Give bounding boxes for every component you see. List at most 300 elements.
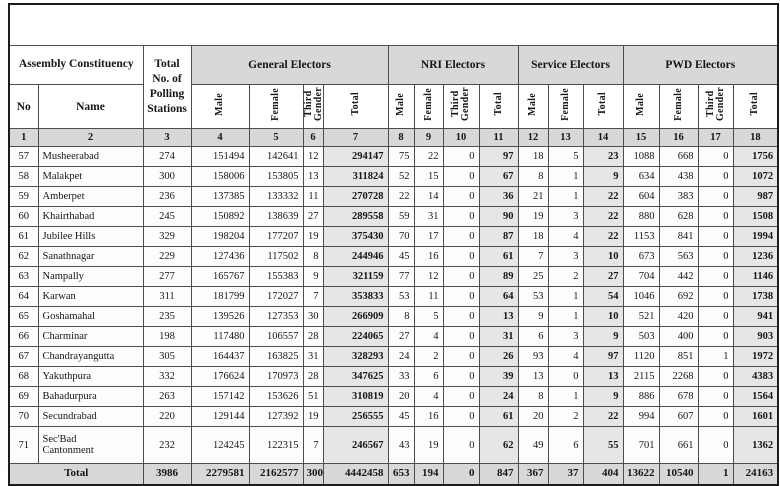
cell-pwd-third-gender: 0 [698, 247, 733, 267]
cell-nri-female: 4 [414, 327, 443, 347]
cell-nri-male: 8 [388, 307, 414, 327]
cell-nri-male: 33 [388, 367, 414, 387]
cell-nri-male: 22 [388, 187, 414, 207]
total-cell-pwd-third-gender: 1 [698, 464, 733, 486]
cell-pwd-female: 851 [659, 347, 698, 367]
total-cell-general-third-gender: 300 [303, 464, 323, 486]
total-cell-pwd-male: 13622 [623, 464, 659, 486]
cell-stations: 229 [143, 247, 191, 267]
cell-nri-total: 26 [479, 347, 518, 367]
cell-pwd-third-gender: 0 [698, 427, 733, 464]
general-electors-header: General Electors [191, 46, 388, 85]
cell-no: 71 [9, 427, 38, 464]
cell-pwd-female: 841 [659, 227, 698, 247]
cell-name: Sec'Bad Cantonment [38, 427, 143, 464]
cell-no: 61 [9, 227, 38, 247]
cell-nri-third-gender: 0 [443, 287, 479, 307]
cell-stations: 220 [143, 407, 191, 427]
general-male-header: Male [191, 85, 249, 129]
cell-nri-male: 53 [388, 287, 414, 307]
cell-pwd-third-gender: 0 [698, 147, 733, 167]
cell-no: 67 [9, 347, 38, 367]
nri-female-header: Female [414, 85, 443, 129]
total-cell-nri-total: 847 [479, 464, 518, 486]
cell-nri-male: 43 [388, 427, 414, 464]
table-row [9, 147, 778, 167]
cell-service-female: 4 [548, 227, 583, 247]
table-row [9, 347, 778, 367]
cell-name: Sanathnagar [38, 247, 143, 267]
cell-general-third-gender: 30 [303, 307, 323, 327]
cell-no: 57 [9, 147, 38, 167]
cell-general-male: 139526 [191, 307, 249, 327]
cell-service-female: 1 [548, 287, 583, 307]
table-row [9, 207, 778, 227]
cell-general-female: 163825 [249, 347, 303, 367]
total-cell-general-total: 4442458 [323, 464, 388, 486]
cell-nri-total: 24 [479, 387, 518, 407]
column-number-row [9, 129, 778, 147]
cell-nri-total: 39 [479, 367, 518, 387]
cell-pwd-total: 1756 [733, 147, 778, 167]
cell-general-third-gender: 27 [303, 207, 323, 227]
cell-general-total: 311824 [323, 167, 388, 187]
col-number: 17 [698, 129, 733, 147]
cell-service-male: 8 [518, 387, 548, 407]
cell-pwd-male: 673 [623, 247, 659, 267]
cell-pwd-total: 1564 [733, 387, 778, 407]
cell-pwd-total: 1236 [733, 247, 778, 267]
cell-pwd-male: 1046 [623, 287, 659, 307]
cell-pwd-total: 941 [733, 307, 778, 327]
cell-no: 64 [9, 287, 38, 307]
cell-name: Charminar [38, 327, 143, 347]
cell-general-total: 375430 [323, 227, 388, 247]
cell-stations: 311 [143, 287, 191, 307]
cell-pwd-male: 604 [623, 187, 659, 207]
cell-service-female: 1 [548, 307, 583, 327]
cell-general-total: 224065 [323, 327, 388, 347]
cell-name: Goshamahal [38, 307, 143, 327]
cell-nri-third-gender: 0 [443, 367, 479, 387]
cell-name: Khairthabad [38, 207, 143, 227]
cell-nri-male: 70 [388, 227, 414, 247]
col-number: 16 [659, 129, 698, 147]
table-row [9, 167, 778, 187]
cell-general-male: 129144 [191, 407, 249, 427]
cell-nri-total: 67 [479, 167, 518, 187]
cell-pwd-male: 880 [623, 207, 659, 227]
col-number: 7 [323, 129, 388, 147]
cell-general-female: 155383 [249, 267, 303, 287]
col-number: 10 [443, 129, 479, 147]
cell-nri-male: 45 [388, 247, 414, 267]
cell-pwd-female: 563 [659, 247, 698, 267]
total-cell-service-male: 367 [518, 464, 548, 486]
cell-pwd-total: 1508 [733, 207, 778, 227]
cell-general-total: 353833 [323, 287, 388, 307]
table-row [9, 287, 778, 307]
service-total-header: Total [583, 85, 623, 129]
cell-pwd-male: 1153 [623, 227, 659, 247]
cell-no: 62 [9, 247, 38, 267]
cell-pwd-female: 678 [659, 387, 698, 407]
cell-general-total: 328293 [323, 347, 388, 367]
cell-general-third-gender: 31 [303, 347, 323, 367]
cell-nri-total: 31 [479, 327, 518, 347]
cell-nri-third-gender: 0 [443, 427, 479, 464]
col-number: 9 [414, 129, 443, 147]
cell-service-male: 93 [518, 347, 548, 367]
cell-pwd-total: 1072 [733, 167, 778, 187]
cell-service-total: 10 [583, 247, 623, 267]
col-number: 18 [733, 129, 778, 147]
cell-service-total: 55 [583, 427, 623, 464]
cell-general-total: 246567 [323, 427, 388, 464]
cell-nri-female: 14 [414, 187, 443, 207]
cell-service-male: 18 [518, 227, 548, 247]
service-female-header: Female [548, 85, 583, 129]
cell-service-female: 5 [548, 147, 583, 167]
pwd-female-header: Female [659, 85, 698, 129]
cell-nri-male: 59 [388, 207, 414, 227]
cell-pwd-third-gender: 0 [698, 407, 733, 427]
cell-pwd-female: 442 [659, 267, 698, 287]
nri-total-header: Total [479, 85, 518, 129]
col-number: 5 [249, 129, 303, 147]
cell-nri-female: 6 [414, 367, 443, 387]
cell-nri-female: 4 [414, 387, 443, 407]
cell-pwd-third-gender: 0 [698, 327, 733, 347]
cell-general-third-gender: 19 [303, 407, 323, 427]
cell-service-total: 10 [583, 307, 623, 327]
cell-general-female: 106557 [249, 327, 303, 347]
cell-stations: 329 [143, 227, 191, 247]
cell-general-male: 157142 [191, 387, 249, 407]
cell-nri-third-gender: 0 [443, 167, 479, 187]
total-label: Total [9, 464, 143, 486]
cell-service-total: 22 [583, 207, 623, 227]
cell-stations: 232 [143, 427, 191, 464]
col-number: 11 [479, 129, 518, 147]
cell-general-male: 117480 [191, 327, 249, 347]
nri-third-gender-header: Third Gender [443, 85, 479, 129]
total-cell-pwd-total: 24163 [733, 464, 778, 486]
cell-service-total: 23 [583, 147, 623, 167]
cell-no: 60 [9, 207, 38, 227]
cell-general-female: 127353 [249, 307, 303, 327]
cell-stations: 198 [143, 327, 191, 347]
cell-nri-third-gender: 0 [443, 147, 479, 167]
cell-general-third-gender: 7 [303, 287, 323, 307]
cell-service-female: 6 [548, 427, 583, 464]
cell-nri-male: 24 [388, 347, 414, 367]
cell-general-female: 172027 [249, 287, 303, 307]
cell-general-third-gender: 13 [303, 167, 323, 187]
cell-pwd-total: 4383 [733, 367, 778, 387]
cell-nri-female: 22 [414, 147, 443, 167]
cell-pwd-total: 1972 [733, 347, 778, 367]
cell-pwd-female: 668 [659, 147, 698, 167]
general-third-gender-header: Third Gender [303, 85, 323, 129]
cell-nri-third-gender: 0 [443, 247, 479, 267]
cell-service-male: 7 [518, 247, 548, 267]
cell-name: Nampally [38, 267, 143, 287]
col-number: 12 [518, 129, 548, 147]
col-number: 3 [143, 129, 191, 147]
cell-nri-third-gender: 0 [443, 407, 479, 427]
cell-service-total: 22 [583, 187, 623, 207]
cell-service-female: 1 [548, 187, 583, 207]
cell-name: Amberpet [38, 187, 143, 207]
cell-general-female: 153805 [249, 167, 303, 187]
cell-pwd-male: 994 [623, 407, 659, 427]
cell-pwd-third-gender: 0 [698, 307, 733, 327]
nri-electors-header: NRI Electors [388, 46, 518, 85]
cell-service-female: 2 [548, 407, 583, 427]
cell-service-total: 22 [583, 407, 623, 427]
cell-service-female: 3 [548, 207, 583, 227]
cell-pwd-third-gender: 0 [698, 387, 733, 407]
cell-service-total: 9 [583, 387, 623, 407]
cell-general-third-gender: 7 [303, 427, 323, 464]
cell-nri-male: 45 [388, 407, 414, 427]
cell-nri-third-gender: 0 [443, 267, 479, 287]
cell-nri-female: 15 [414, 167, 443, 187]
cell-name: Malakpet [38, 167, 143, 187]
cell-general-total: 289558 [323, 207, 388, 227]
cell-pwd-male: 1088 [623, 147, 659, 167]
cell-service-male: 6 [518, 327, 548, 347]
cell-pwd-female: 400 [659, 327, 698, 347]
cell-nri-female: 19 [414, 427, 443, 464]
cell-pwd-female: 607 [659, 407, 698, 427]
cell-nri-male: 27 [388, 327, 414, 347]
cell-nri-third-gender: 0 [443, 187, 479, 207]
cell-nri-female: 16 [414, 247, 443, 267]
cell-stations: 300 [143, 167, 191, 187]
cell-general-female: 127392 [249, 407, 303, 427]
cell-no: 59 [9, 187, 38, 207]
cell-general-male: 158006 [191, 167, 249, 187]
nri-male-header: Male [388, 85, 414, 129]
cell-nri-female: 11 [414, 287, 443, 307]
cell-name: Bahadurpura [38, 387, 143, 407]
cell-no: 66 [9, 327, 38, 347]
cell-pwd-third-gender: 0 [698, 227, 733, 247]
no-header: No [9, 85, 38, 129]
cell-stations: 274 [143, 147, 191, 167]
total-cell-stations: 3986 [143, 464, 191, 486]
cell-service-male: 25 [518, 267, 548, 287]
cell-no: 58 [9, 167, 38, 187]
cell-nri-third-gender: 0 [443, 347, 479, 367]
cell-service-total: 54 [583, 287, 623, 307]
cell-pwd-third-gender: 1 [698, 347, 733, 367]
cell-stations: 305 [143, 347, 191, 367]
cell-pwd-total: 1738 [733, 287, 778, 307]
cell-stations: 277 [143, 267, 191, 287]
cell-stations: 235 [143, 307, 191, 327]
cell-general-female: 177207 [249, 227, 303, 247]
cell-pwd-total: 1362 [733, 427, 778, 464]
cell-general-female: 170973 [249, 367, 303, 387]
cell-pwd-total: 1146 [733, 267, 778, 287]
cell-general-third-gender: 28 [303, 327, 323, 347]
cell-general-total: 347625 [323, 367, 388, 387]
cell-nri-total: 87 [479, 227, 518, 247]
cell-name: Chandrayangutta [38, 347, 143, 367]
total-cell-service-female: 37 [548, 464, 583, 486]
pwd-total-header: Total [733, 85, 778, 129]
cell-nri-male: 75 [388, 147, 414, 167]
cell-pwd-female: 438 [659, 167, 698, 187]
cell-nri-female: 12 [414, 267, 443, 287]
cell-general-male: 124245 [191, 427, 249, 464]
cell-service-male: 18 [518, 147, 548, 167]
cell-name: Musheerabad [38, 147, 143, 167]
cell-pwd-male: 886 [623, 387, 659, 407]
cell-general-male: 164437 [191, 347, 249, 367]
cell-service-female: 3 [548, 247, 583, 267]
cell-pwd-total: 903 [733, 327, 778, 347]
cell-pwd-male: 1120 [623, 347, 659, 367]
cell-pwd-third-gender: 0 [698, 187, 733, 207]
cell-no: 68 [9, 367, 38, 387]
cell-service-total: 22 [583, 227, 623, 247]
cell-service-female: 0 [548, 367, 583, 387]
cell-service-female: 1 [548, 387, 583, 407]
pwd-male-header: Male [623, 85, 659, 129]
cell-general-total: 256555 [323, 407, 388, 427]
cell-service-total: 9 [583, 167, 623, 187]
cell-nri-total: 97 [479, 147, 518, 167]
cell-pwd-male: 704 [623, 267, 659, 287]
service-male-header: Male [518, 85, 548, 129]
cell-general-female: 117502 [249, 247, 303, 267]
cell-service-male: 9 [518, 307, 548, 327]
cell-nri-female: 2 [414, 347, 443, 367]
cell-pwd-male: 503 [623, 327, 659, 347]
table-row [9, 427, 778, 464]
cell-nri-third-gender: 0 [443, 307, 479, 327]
cell-nri-female: 5 [414, 307, 443, 327]
cell-general-male: 181799 [191, 287, 249, 307]
cell-no: 63 [9, 267, 38, 287]
cell-general-third-gender: 28 [303, 367, 323, 387]
col-number: 15 [623, 129, 659, 147]
cell-nri-male: 77 [388, 267, 414, 287]
cell-stations: 236 [143, 187, 191, 207]
pwd-third-gender-header: Third Gender [698, 85, 733, 129]
cell-service-male: 19 [518, 207, 548, 227]
cell-pwd-third-gender: 0 [698, 367, 733, 387]
cell-nri-total: 89 [479, 267, 518, 287]
cell-service-male: 8 [518, 167, 548, 187]
total-cell-general-male: 2279581 [191, 464, 249, 486]
table-row [9, 367, 778, 387]
cell-general-female: 142641 [249, 147, 303, 167]
cell-name: Yakuthpura [38, 367, 143, 387]
col-number: 1 [9, 129, 38, 147]
cell-nri-total: 13 [479, 307, 518, 327]
table-row [9, 387, 778, 407]
cell-no: 70 [9, 407, 38, 427]
electors-table [8, 3, 779, 486]
document-page [0, 3, 780, 480]
cell-pwd-total: 1601 [733, 407, 778, 427]
service-electors-header: Service Electors [518, 46, 623, 85]
cell-general-male: 198204 [191, 227, 249, 247]
col-number: 6 [303, 129, 323, 147]
cell-pwd-total: 1994 [733, 227, 778, 247]
total-row [9, 464, 778, 486]
cell-nri-total: 61 [479, 247, 518, 267]
title-band [9, 4, 778, 46]
cell-nri-total: 61 [479, 407, 518, 427]
col-number: 13 [548, 129, 583, 147]
cell-nri-third-gender: 0 [443, 387, 479, 407]
total-cell-nri-third-gender: 0 [443, 464, 479, 486]
table-body [9, 147, 778, 486]
cell-service-total: 97 [583, 347, 623, 367]
cell-nri-third-gender: 0 [443, 207, 479, 227]
cell-pwd-male: 2115 [623, 367, 659, 387]
cell-general-third-gender: 11 [303, 187, 323, 207]
cell-name: Jubilee Hills [38, 227, 143, 247]
cell-general-third-gender: 12 [303, 147, 323, 167]
cell-general-total: 266909 [323, 307, 388, 327]
cell-pwd-female: 2268 [659, 367, 698, 387]
cell-no: 65 [9, 307, 38, 327]
cell-general-male: 165767 [191, 267, 249, 287]
pwd-electors-header: PWD Electors [623, 46, 778, 85]
cell-name: Secundrabad [38, 407, 143, 427]
cell-nri-total: 64 [479, 287, 518, 307]
cell-nri-female: 17 [414, 227, 443, 247]
cell-service-male: 21 [518, 187, 548, 207]
cell-general-total: 244946 [323, 247, 388, 267]
table-row [9, 187, 778, 207]
cell-service-male: 53 [518, 287, 548, 307]
cell-nri-female: 16 [414, 407, 443, 427]
cell-general-total: 310819 [323, 387, 388, 407]
table-row [9, 247, 778, 267]
cell-service-male: 49 [518, 427, 548, 464]
cell-general-third-gender: 51 [303, 387, 323, 407]
cell-general-third-gender: 8 [303, 247, 323, 267]
group-header-row [9, 46, 778, 85]
cell-nri-female: 31 [414, 207, 443, 227]
cell-pwd-third-gender: 0 [698, 267, 733, 287]
total-cell-nri-male: 653 [388, 464, 414, 486]
cell-nri-total: 62 [479, 427, 518, 464]
cell-nri-total: 36 [479, 187, 518, 207]
cell-service-female: 1 [548, 167, 583, 187]
cell-service-male: 20 [518, 407, 548, 427]
col-number: 2 [38, 129, 143, 147]
cell-service-total: 9 [583, 327, 623, 347]
cell-pwd-female: 692 [659, 287, 698, 307]
general-female-header: Female [249, 85, 303, 129]
cell-general-male: 176624 [191, 367, 249, 387]
cell-service-female: 2 [548, 267, 583, 287]
cell-nri-third-gender: 0 [443, 227, 479, 247]
total-cell-pwd-female: 10540 [659, 464, 698, 486]
cell-pwd-male: 521 [623, 307, 659, 327]
cell-pwd-female: 661 [659, 427, 698, 464]
cell-general-male: 151494 [191, 147, 249, 167]
